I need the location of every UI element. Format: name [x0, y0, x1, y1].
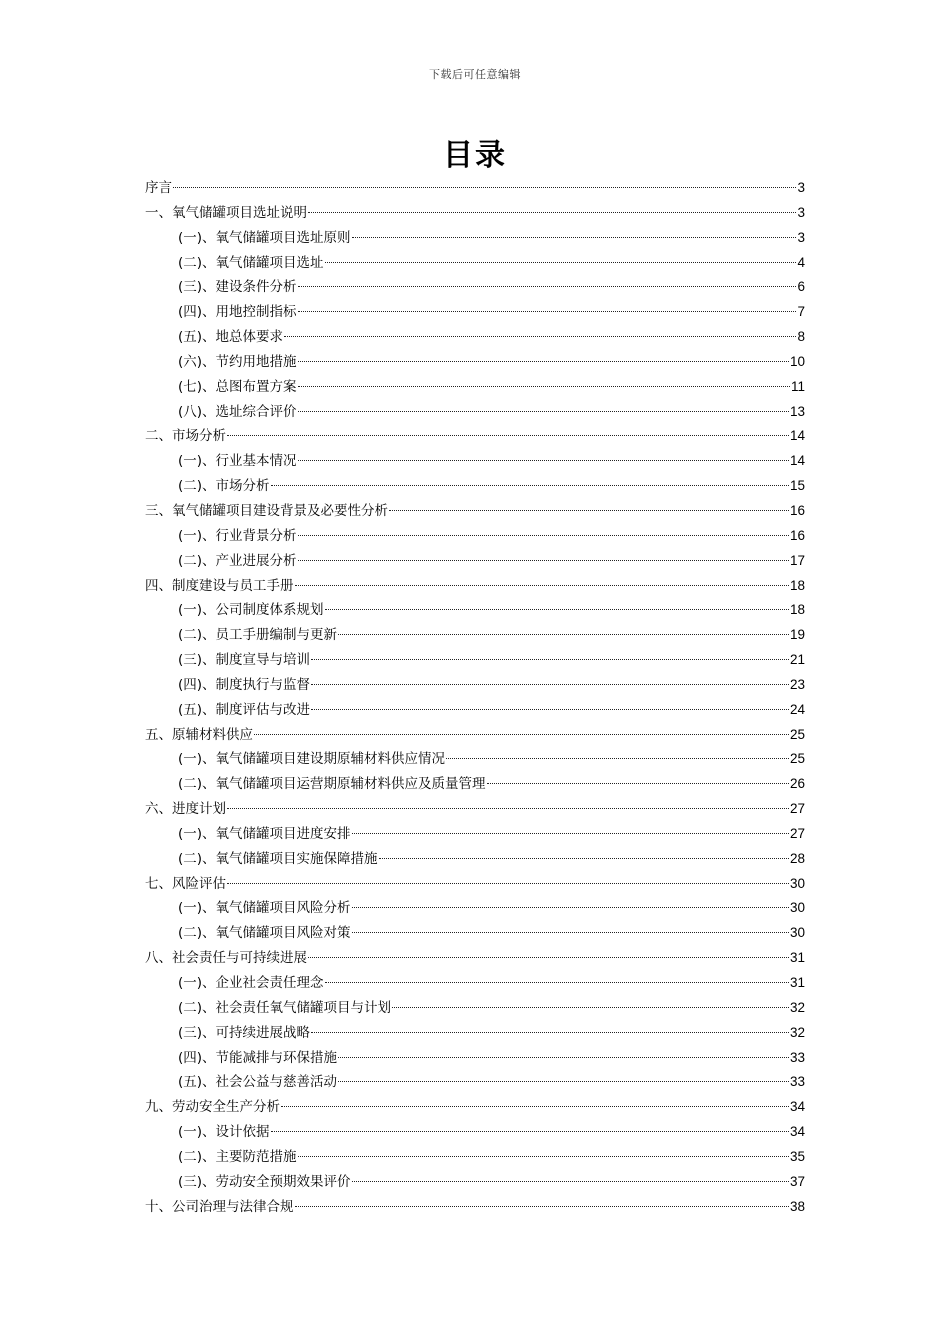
- toc-entry-page-number: 38: [789, 1198, 805, 1214]
- toc-entry-page-number: 30: [789, 875, 805, 891]
- toc-entry-page-number: 37: [789, 1173, 805, 1189]
- toc-entry[interactable]: [145, 549, 805, 574]
- toc-entry[interactable]: [145, 350, 805, 375]
- toc-entry[interactable]: [145, 574, 805, 599]
- toc-entry[interactable]: [145, 1120, 805, 1145]
- toc-entry-label: (四)、节能减排与环保措施: [178, 1049, 338, 1066]
- toc-dot-leader: [352, 906, 789, 908]
- toc-entry[interactable]: [145, 449, 805, 474]
- toc-entry-label: (一)、氧气储罐项目风险分析: [178, 900, 351, 917]
- toc-entry-page-number: 28: [789, 850, 805, 866]
- toc-dot-leader: [284, 335, 796, 337]
- toc-entry-label: (三)、劳动安全预期效果评价: [178, 1173, 351, 1190]
- toc-dot-leader: [325, 261, 797, 263]
- toc-entry-page-number: 33: [789, 1049, 805, 1065]
- toc-entry-page-number: 3: [797, 204, 805, 220]
- toc-entry[interactable]: [145, 896, 805, 921]
- toc-entry[interactable]: [145, 648, 805, 673]
- toc-dot-leader: [325, 981, 789, 983]
- toc-dot-leader: [308, 956, 789, 958]
- toc-entry-label: 二、市场分析: [145, 428, 226, 445]
- toc-dot-leader: [298, 285, 797, 287]
- toc-dot-leader: [311, 683, 789, 685]
- toc-entry-label: (三)、制度宣导与培训: [178, 652, 311, 669]
- toc-entry-label: (四)、用地控制指标: [178, 304, 297, 321]
- toc-entry-page-number: 27: [789, 825, 805, 841]
- toc-entry-label: (七)、总图布置方案: [178, 378, 297, 395]
- toc-entry[interactable]: [145, 1046, 805, 1071]
- toc-entry-page-number: 32: [789, 999, 805, 1015]
- toc-dot-leader: [271, 484, 789, 486]
- toc-entry[interactable]: [145, 797, 805, 822]
- toc-entry[interactable]: [145, 1095, 805, 1120]
- toc-dot-leader: [487, 782, 789, 784]
- toc-entry-page-number: 11: [790, 378, 805, 394]
- toc-dot-leader: [227, 807, 789, 809]
- toc-entry[interactable]: [145, 872, 805, 897]
- toc-entry-label: (二)、市场分析: [178, 478, 270, 495]
- toc-entry[interactable]: [145, 772, 805, 797]
- toc-entry-page-number: 33: [789, 1074, 805, 1090]
- toc-entry[interactable]: [145, 822, 805, 847]
- toc-entry[interactable]: [145, 275, 805, 300]
- toc-entry[interactable]: [145, 921, 805, 946]
- toc-entry-label: (二)、社会责任氧气储罐项目与计划: [178, 999, 392, 1016]
- toc-entry[interactable]: [145, 623, 805, 648]
- toc-entry-page-number: 16: [789, 502, 805, 518]
- toc-dot-leader: [227, 882, 789, 884]
- toc-entry-page-number: 34: [789, 1099, 805, 1115]
- toc-entry[interactable]: [145, 598, 805, 623]
- toc-dot-leader: [352, 931, 789, 933]
- toc-entry-page-number: 18: [789, 602, 805, 618]
- toc-entry-label: (六)、节约用地措施: [178, 353, 297, 370]
- toc-entry-page-number: 17: [789, 552, 805, 568]
- toc-entry-label: (一)、设计依据: [178, 1124, 270, 1141]
- toc-entry-page-number: 8: [797, 329, 805, 345]
- toc-entry-page-number: 25: [789, 726, 805, 742]
- toc-dot-leader: [271, 1130, 789, 1132]
- toc-entry-page-number: 32: [789, 1024, 805, 1040]
- page-header: 下载后可任意编辑: [429, 68, 521, 81]
- toc-entry[interactable]: [145, 1021, 805, 1046]
- toc-entry-label: (二)、氧气储罐项目选址: [178, 254, 324, 271]
- toc-entry-page-number: 13: [789, 403, 805, 419]
- toc-entry-page-number: 23: [789, 676, 805, 692]
- toc-dot-leader: [308, 211, 796, 213]
- toc-entry-label: 三、氧气储罐项目建设背景及必要性分析: [145, 502, 388, 519]
- toc-entry-label: (一)、行业基本情况: [178, 453, 297, 470]
- toc-entry-label: (三)、可持续进展战略: [178, 1024, 311, 1041]
- toc-dot-leader: [446, 757, 789, 759]
- toc-entry-label: (二)、员工手册编制与更新: [178, 627, 338, 644]
- toc-dot-leader: [389, 509, 789, 511]
- toc-entry-page-number: 30: [789, 925, 805, 941]
- toc-entry-label: (三)、建设条件分析: [178, 279, 297, 296]
- toc-entry-page-number: 18: [789, 577, 805, 593]
- toc-entry[interactable]: [145, 1145, 805, 1170]
- toc-entry[interactable]: [145, 524, 805, 549]
- toc-entry-page-number: 30: [789, 900, 805, 916]
- toc-entry[interactable]: [145, 424, 805, 449]
- toc-entry[interactable]: [145, 325, 805, 350]
- toc-entry[interactable]: [145, 201, 805, 226]
- toc-dot-leader: [311, 1031, 789, 1033]
- toc-dot-leader: [325, 608, 789, 610]
- toc-entry-label: (二)、氧气储罐项目实施保障措施: [178, 850, 378, 867]
- toc-dot-leader: [281, 1105, 789, 1107]
- toc-entry-page-number: 15: [789, 478, 805, 494]
- toc-entry-label: (四)、制度执行与监督: [178, 676, 311, 693]
- toc-entry-label: 五、原辅材料供应: [145, 726, 253, 743]
- toc-entry-page-number: 24: [789, 701, 805, 717]
- toc-entry-label: (一)、行业背景分析: [178, 527, 297, 544]
- toc-entry-page-number: 19: [789, 627, 805, 643]
- toc-entry-label: (二)、产业进展分析: [178, 552, 297, 569]
- toc-entry-page-number: 35: [789, 1148, 805, 1164]
- toc-entry-label: (五)、社会公益与慈善活动: [178, 1074, 338, 1091]
- toc-dot-leader: [227, 434, 789, 436]
- toc-dot-leader: [173, 186, 796, 188]
- toc-entry-label: (一)、企业社会责任理念: [178, 975, 324, 991]
- toc-dot-leader: [311, 658, 789, 660]
- toc-entry-page-number: 3: [797, 229, 805, 245]
- toc-entry[interactable]: [145, 698, 805, 723]
- toc-entry-page-number: 31: [789, 975, 805, 990]
- toc-dot-leader: [338, 1080, 789, 1082]
- toc-entry[interactable]: [145, 375, 805, 400]
- toc-dot-leader: [298, 559, 789, 561]
- toc-entry[interactable]: [145, 251, 805, 276]
- toc-dot-leader: [298, 410, 789, 412]
- toc-dot-leader: [298, 385, 790, 387]
- toc-entry-label: 序言: [145, 180, 172, 196]
- toc-dot-leader: [352, 1180, 789, 1182]
- toc-entry-page-number: 7: [797, 304, 805, 320]
- toc-entry-label: (五)、制度评估与改进: [178, 701, 311, 718]
- toc-entry[interactable]: [145, 1195, 805, 1220]
- toc-entry[interactable]: [145, 747, 805, 772]
- toc-entry-label: (五)、地总体要求: [178, 329, 284, 346]
- toc-entry-label: (二)、氧气储罐项目运营期原辅材料供应及质量管理: [178, 776, 486, 793]
- toc-entry[interactable]: [145, 673, 805, 698]
- toc-entry[interactable]: [145, 847, 805, 872]
- toc-dot-leader: [295, 1205, 789, 1207]
- toc-entry-label: (二)、氧气储罐项目风险对策: [178, 925, 351, 942]
- toc-entry-page-number: 31: [789, 950, 805, 966]
- toc-entry-label: 四、制度建设与员工手册: [145, 577, 294, 594]
- toc-entry[interactable]: [145, 1070, 805, 1095]
- toc-entry-page-number: 27: [789, 801, 805, 817]
- toc-entry-label: 十、公司治理与法律合规: [145, 1198, 294, 1215]
- toc-dot-leader: [379, 857, 789, 859]
- toc-entry[interactable]: [145, 300, 805, 325]
- toc-entry-label: 七、风险评估: [145, 875, 226, 892]
- toc-dot-leader: [352, 236, 797, 238]
- toc-entry-page-number: 16: [789, 527, 805, 543]
- toc-dot-leader: [298, 1155, 789, 1157]
- toc-entry-page-number: 25: [789, 751, 805, 767]
- toc-entry[interactable]: [145, 723, 805, 748]
- toc-dot-leader: [392, 1006, 789, 1008]
- toc-dot-leader: [352, 832, 789, 834]
- toc-dot-leader: [338, 1056, 789, 1058]
- toc-entry-label: (一)、氧气储罐项目建设期原辅材料供应情况: [178, 751, 446, 768]
- toc-entry-page-number: 14: [789, 428, 805, 444]
- toc-entry[interactable]: [145, 226, 805, 251]
- toc-entry[interactable]: [145, 474, 805, 499]
- toc-dot-leader: [295, 584, 789, 586]
- toc-title: 目录: [443, 138, 507, 173]
- toc-entry-label: 九、劳动安全生产分析: [145, 1099, 280, 1116]
- toc-entry-label: 六、进度计划: [145, 801, 226, 818]
- toc-entry[interactable]: [145, 1170, 805, 1195]
- toc-entry[interactable]: [145, 971, 805, 996]
- toc-entry-page-number: 34: [789, 1124, 805, 1140]
- toc-entry-label: (一)、氧气储罐项目进度安排: [178, 825, 351, 842]
- table-of-contents: [145, 176, 805, 1219]
- toc-entry[interactable]: [145, 499, 805, 524]
- toc-dot-leader: [298, 360, 789, 362]
- toc-entry-page-number: 14: [789, 453, 805, 469]
- toc-dot-leader: [298, 534, 789, 536]
- toc-entry-label: (八)、选址综合评价: [178, 403, 297, 420]
- toc-entry[interactable]: [145, 176, 805, 201]
- toc-entry-page-number: 26: [789, 776, 805, 792]
- toc-entry-label: 八、社会责任与可持续进展: [145, 950, 307, 967]
- toc-entry[interactable]: [145, 946, 805, 971]
- toc-dot-leader: [298, 310, 797, 312]
- toc-entry-label: (一)、氧气储罐项目选址原则: [178, 229, 351, 246]
- toc-entry-page-number: 10: [789, 353, 805, 369]
- toc-entry-label: (一)、公司制度体系规划: [178, 602, 324, 619]
- toc-entry-page-number: 6: [797, 279, 805, 295]
- toc-dot-leader: [254, 733, 789, 735]
- toc-dot-leader: [311, 708, 789, 710]
- toc-entry-label: 一、氧气储罐项目选址说明: [145, 204, 307, 221]
- toc-entry-page-number: 4: [797, 254, 805, 270]
- toc-dot-leader: [298, 459, 789, 461]
- toc-entry[interactable]: [145, 400, 805, 425]
- toc-entry-page-number: 3: [797, 180, 805, 195]
- toc-dot-leader: [338, 633, 789, 635]
- toc-entry-label: (二)、主要防范措施: [178, 1148, 297, 1165]
- toc-entry[interactable]: [145, 996, 805, 1021]
- toc-entry-page-number: 21: [789, 652, 805, 668]
